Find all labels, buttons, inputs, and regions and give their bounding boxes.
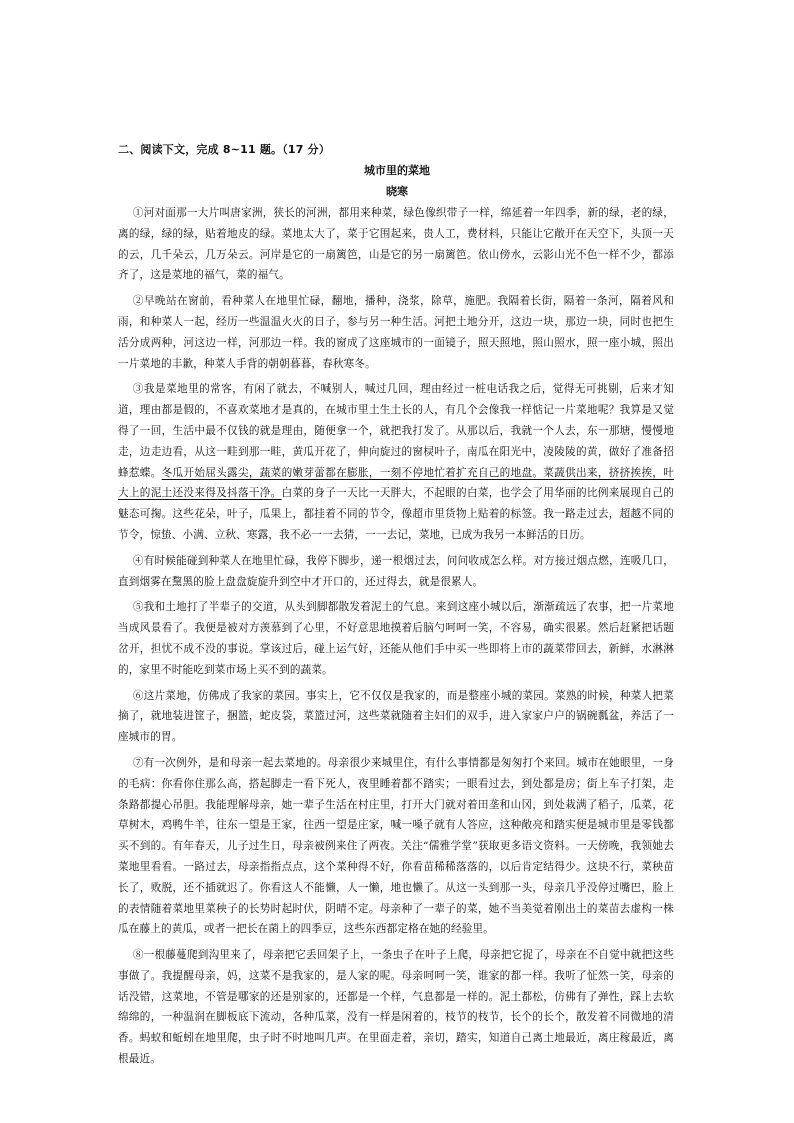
paragraph-text: ②早晚站在窗前，看种菜人在地里忙碌，翻地，播种，浇浆，除草，施肥。我隔着长街，隔着一条河，隔着风和雨，和种菜人一起，经历一些温温火火的日子，参与另一种生活。河把土地分开，这边一块，那边一块，同时也把生活分成两种，河这边一样，河那边一样。我的窗成了这座城市的一面镜子，照天照地，照山照水，照一座小城，照出一片菜地的丰歉，种菜人手背的朝朝暮暮，春秋寒冬。 [118, 295, 674, 370]
underlined-passage: 冬瓜开始屈头露尖，蔬菜的嫩芽蕾都在膨胀，一刻不停地忙着扩充自己的地盘。菜蔬供出来，挤挤挨挨，叶大上的泥土还没来得及抖落干净。 [118, 466, 674, 500]
paragraph-2 [118, 291, 674, 374]
article-body [118, 203, 674, 1075]
paragraph-text: ⑦有一次例外，是和母亲一起去菜地的。母亲很少来城里住，有什么事情都是匆匆打个来回。城市在她眼里，一身的毛病：你看你住那么高，搭起脚走一看下死人，夜里睡着都不踏实；一眼看过去，到处都是房；街上车子打架，走条路都提心吊胆。我能理解母亲，她一辈子生活在村庄里，打开大门就对着田垄和山冈，到处栽满了稻子，瓜菜，花草树木，鸡鸭牛羊，往东一望是王家，往西一望是庄家，喊一嗓子就有人答应，这种敞亮和踏实便是城市里是零钱都买不到的。有年春天，儿子过生日，母亲被例来住了两夜。关注“儒雅学堂”获取更多语文资料。一天傍晚，我领她去菜地里看看。一路过去，母亲指指点点，这个菜种得不好，你看苗稀稀落落的，以后肯定结得少。这块不行，菜秧苗长了，败脱，还不插就迟了。你看这人不能懒，人一懒，地也懒了。从这一头到那一头，母亲几乎没停过嘴巴，脸上的表情随着菜地里菜秧子的长势时起时伏，阴晴不定。母亲种了一辈子的菜，她不当美觉着刚出土的菜苗去虚构一株瓜在藤上的黄瓜，或者一把长在菌上的四季豆，这些东西都定格在她的经验里。 [118, 756, 674, 936]
paragraph-text: ⑤我和土地打了半辈子的交道，从头到脚都散发着泥土的气息。来到这座小城以后，渐渐疏远了农事，把一片菜地当成风景看了。我便是被对方羡慕到了心里，不好意思地摸着后脑勺呵呵一笑，不容易，确实很累。然后赶紧把话题岔开，担忧不成不没的事说。掌该过后，碰上运气好，还能从他们手中买一些即将上市的蔬菜带回去，新鲜，水淋淋的，家里不时能吃到菜市场上买不到的蔬菜。 [118, 601, 674, 676]
article-title: 城市里的菜地 [364, 164, 430, 177]
paragraph-6 [118, 686, 674, 748]
paragraph-text: ⑧一根藤蔓爬到沟里来了，母亲把它丢回架子上，一条虫子在叶子上爬，母亲把它捉了，母亲在不自觉中就把这些事做了。我提醒母亲，妈，这菜不是我家的，是人家的呢。母亲呵呵一笑，谁家的都一样。我听了怔然一笑，母亲的话没错，这菜地，不管是哪家的还是别家的，还都是一个样，气息都是一样的。泥土都松，仿佛有了弹性，踩上去软绵绵的，一种温润在脚板底下流动，各种瓜菜，没有一样是闲着的，枝节的枝节，长个的长个，散发着不同微地的清香。蚂蚁和蚯蚓在地里爬，虫子时不时地叫几声。在里面走着，亲切，踏实，知道自己离土地最近，离庄稼最近，离根最近。 [118, 949, 674, 1066]
paragraph-4 [118, 551, 674, 593]
paragraph-text: ③我是菜地里的常客，有闲了就去，不喊别人，喊过几回，理由经过一桩电话我之后，觉得无可挑剔，后来才知道，理由都是假的，不喜欢菜地才是真的，在城市里土生土长的人，有几个会像我一样惦记一片菜地呢？我算是又觉得了一回，生活中最不仅钱的就是理由，随便拿一个，就把我打发了。从那以后，我就一个人去，东一那塘，慢慢地走，边走边看，从这一畦到那一畦，黄瓜开花了，伸向旋过的窗棂叶子，南瓜在阳光中，凌陵陵的黄，做好了准备招蜂惹蝶。 [118, 383, 674, 479]
paragraph-text: ①河对面那一大片叫唐家洲，狭长的河洲，都用来种菜，绿色像织带子一样，绵延着一年四季，新的绿，老的绿，离的绿，绿的绿，贴着地皮的绿。菜地太大了，菜于它围起来，贵人工，费材料，只能让它敞开在天空下，头顶一天的云，几千朵云，几万朵云。河岸是它的一扇篱笆，山是它的另一扇篱笆。依山傍水，云影山光不色一样不少，都添齐了，这是菜地的福气，菜的福气。 [118, 207, 674, 282]
paragraph-text: ④有时候能碰到种菜人在地里忙碌，我停下脚步，递一根烟过去，问问收成怎么样。对方接过烟点燃，连吸几口，直到烟雾在黧黑的脸上盘盘旋旋升到空中才开口的，还过得去，就是很累人。 [118, 554, 674, 588]
paragraph-3 [118, 379, 674, 545]
paragraph-8 [118, 945, 674, 1070]
paragraph-text: 白菜的身子一天比一天胖大，不起眼的白菜，也学会了用华丽的比例来展现自己的魅态可掬。这些花朵，叶子，瓜果上，都挂着不同的节令，像超市里货物上贴着的标签。我一路走过去，超越不同的节令，惊蛰、小满、立秋、寒露，我不必一一去猜，一一去记，菜地，已成为我另一本鲜活的日历。 [118, 487, 674, 541]
paragraph-1 [118, 203, 674, 286]
paragraph-5 [118, 597, 674, 680]
paragraph-text: ⑥这片菜地，仿佛成了我家的菜园。事实上，它不仅仅是我家的，而是整座小城的菜园。菜熟的时候，种菜人把菜摘了，就地装进筐子，捆篮，蛇皮袋，菜篮过河，这些菜就随着主妇们的双手，进入家家户户的锅碗瓢盆，养活了一座城市的胃。 [118, 689, 674, 744]
section-heading: 二、阅读下文，完成 8~11 题。（17 分） [118, 143, 331, 156]
paragraph-7 [118, 753, 674, 940]
article-author: 晓寒 [386, 185, 408, 198]
